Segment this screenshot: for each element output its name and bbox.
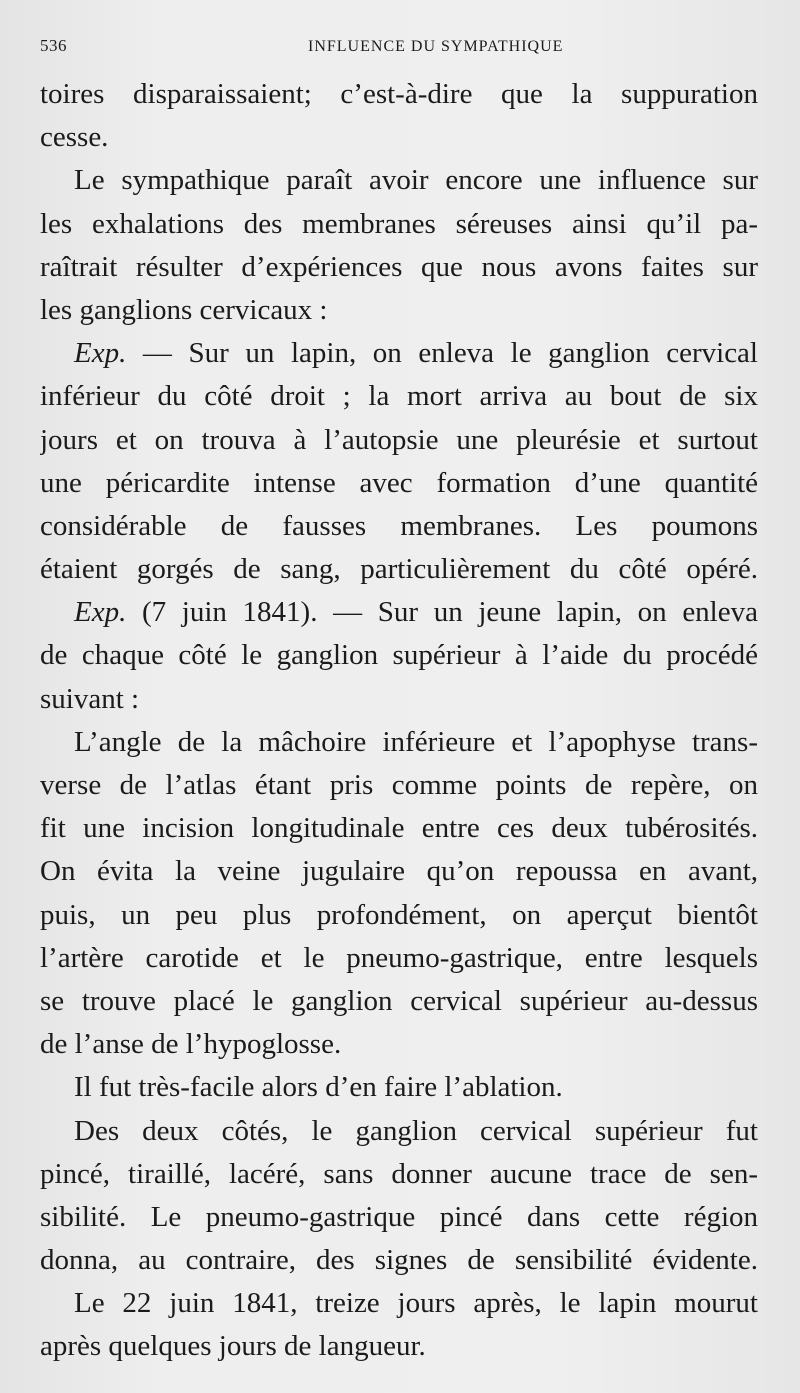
text-line bbox=[40, 332, 758, 375]
text-line: jours et on trouva à l’autopsie une pleurésie et surtout bbox=[40, 423, 758, 456]
text-line: de l’anse de l’hypoglosse. bbox=[40, 1028, 342, 1061]
text-line: étaient gorgés de sang, particulièrement du côté opéré. bbox=[40, 553, 758, 586]
page-header bbox=[40, 36, 760, 60]
running-head: INFLUENCE DU SYMPATHIQUE bbox=[308, 38, 564, 55]
text-line: considérable de fausses membranes. Les poumons bbox=[40, 509, 758, 542]
body-text bbox=[40, 73, 758, 1369]
text-line: On évita la veine jugulaire qu’on repoussa en avant, bbox=[40, 855, 758, 888]
text-line: les exhalations des membranes séreuses ainsi qu’il pa- bbox=[40, 207, 758, 240]
text-line: suivant : bbox=[40, 682, 140, 715]
text-line: Des deux côtés, le ganglion cervical supérieur fut bbox=[74, 1114, 758, 1147]
text-line: raîtrait résulter d’expériences que nous avons faites sur bbox=[40, 250, 758, 283]
text-line: Il fut très-facile alors d’en faire l’ablation. bbox=[74, 1071, 563, 1104]
experiment-label: Exp. bbox=[74, 596, 127, 629]
text-line: se trouve placé le ganglion cervical supérieur au-dessus bbox=[40, 984, 758, 1017]
text-line: après quelques jours de langueur. bbox=[40, 1330, 426, 1363]
text-line: de chaque côté le ganglion supérieur à l’aide du procédé bbox=[40, 639, 758, 672]
experiment-label: Exp. bbox=[74, 337, 127, 370]
text-line: l’artère carotide et le pneumo-gastrique, entre lesquels bbox=[40, 941, 758, 974]
text-line: fit une incision longitudinale entre ces deux tubérosités. bbox=[40, 812, 758, 845]
text-line: une péricardite intense avec formation d’une quantité bbox=[40, 466, 758, 499]
text-line: inférieur du côté droit ; la mort arriva au bout de six bbox=[40, 380, 758, 413]
text-line: sibilité. Le pneumo-gastrique pincé dans cette région bbox=[40, 1200, 758, 1233]
text-line: pincé, tiraillé, lacéré, sans donner aucune trace de sen- bbox=[40, 1157, 758, 1190]
text-line-rest: (7 juin 1841). — Sur un jeune lapin, on enleva bbox=[126, 596, 758, 629]
page-number: 536 bbox=[40, 36, 67, 55]
text-line: toires disparaissaient; c’est-à-dire que la suppuration bbox=[40, 78, 758, 110]
text-line: Le sympathique paraît avoir encore une influence sur bbox=[74, 164, 758, 197]
text-line: cesse. bbox=[40, 121, 109, 154]
text-line: les ganglions cervicaux : bbox=[40, 293, 328, 326]
text-line: puis, un peu plus profondément, on aperçut bientôt bbox=[40, 898, 758, 931]
text-line: donna, au contraire, des signes de sensibilité évidente. bbox=[40, 1244, 758, 1277]
text-line: verse de l’atlas étant pris comme points de repère, on bbox=[40, 769, 758, 801]
text-line: Le 22 juin 1841, treize jours après, le lapin mourut bbox=[74, 1287, 758, 1320]
text-line: L’angle de la mâchoire inférieure et l’apophyse trans- bbox=[74, 725, 758, 758]
text-line bbox=[40, 591, 758, 634]
text-line-rest: — Sur un lapin, on enleva le ganglion cervical bbox=[126, 337, 758, 370]
